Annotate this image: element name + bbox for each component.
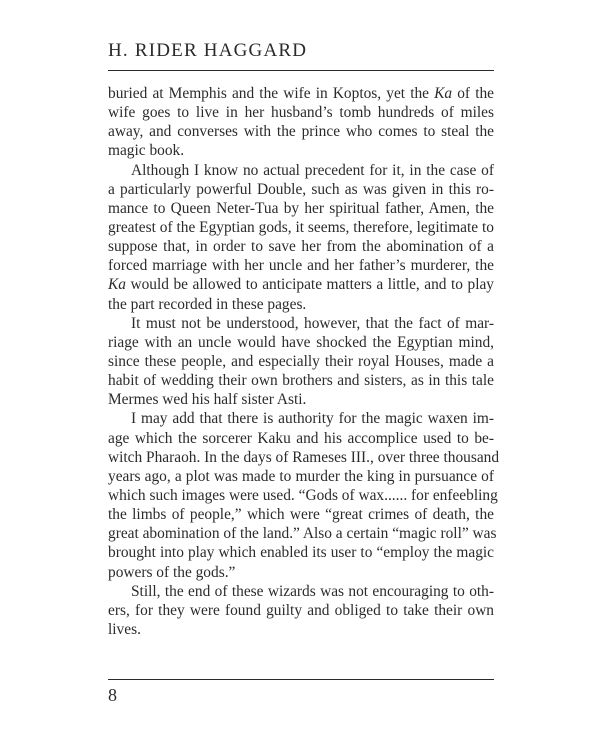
text-line: Although I know no actual precedent for it, in the case of	[131, 161, 494, 179]
text-line: habit of wedding their own brothers and sisters, as in this tale	[108, 372, 494, 390]
text-line: years ago, a plot was made to murder the king in pursuance of	[108, 467, 494, 485]
text-line: Ka would be allowed to anticipate matters a little, and to play	[108, 276, 494, 294]
text-line: since these people, and especially their royal Houses, made a	[108, 352, 494, 370]
text-line: mance to Queen Neter-Tua by her spiritual father, Amen, the	[108, 199, 494, 217]
body-text	[108, 84, 500, 639]
text-line: the limbs of people,” which were “great crimes of death, the	[108, 506, 494, 524]
text-line: Mermes wed his half sister Asti.	[108, 391, 307, 409]
text-line: Still, the end of these wizards was not encouraging to oth-	[131, 582, 494, 600]
text-line: the part recorded in these pages.	[108, 295, 307, 313]
text-line: powers of the gods.”	[108, 563, 236, 581]
text-line: It must not be understood, however, that the fact of mar-	[131, 314, 494, 332]
text-line: riage with an uncle would have shocked the Egyptian mind,	[108, 333, 494, 351]
text-line: buried at Memphis and the wife in Koptos, yet the Ka of the	[108, 85, 494, 102]
text-line: a particularly powerful Double, such as was given in this ro-	[108, 180, 494, 198]
text-line: I may add that there is authority for the magic waxen im-	[131, 410, 494, 428]
text-line: away, and converses with the prince who comes to steal the	[108, 123, 494, 141]
header-rule	[108, 70, 494, 71]
text-line: wife goes to live in her husband’s tomb hundreds of miles	[108, 104, 494, 122]
text-line: suppose that, in order to save her from the abomination of a	[108, 238, 494, 256]
page-number: 8	[108, 685, 117, 705]
text-line: lives.	[108, 620, 141, 638]
running-head: H. RIDER HAGGARD	[108, 40, 308, 61]
footer-rule	[108, 679, 494, 680]
text-line: greatest of the Egyptian gods, it seems, therefore, legitimate to	[108, 218, 494, 236]
text-line: which such images were used. “Gods of wax...... for enfeebling	[108, 486, 498, 504]
text-line: great abomination of the land.” Also a certain “magic roll” was	[108, 525, 497, 543]
text-line: ers, for they were found guilty and obliged to take their own	[108, 601, 494, 619]
text-line: age which the sorcerer Kaku and his accomplice used to be-	[108, 429, 494, 447]
text-line: brought into play which enabled its user to “employ the magic	[108, 544, 494, 562]
text-line: forced marriage with her uncle and her father’s murderer, the	[108, 257, 494, 275]
text-line: witch Pharaoh. In the days of Rameses III., over three thousand	[108, 448, 500, 466]
page-header	[108, 40, 494, 71]
text-line: magic book.	[108, 142, 185, 160]
